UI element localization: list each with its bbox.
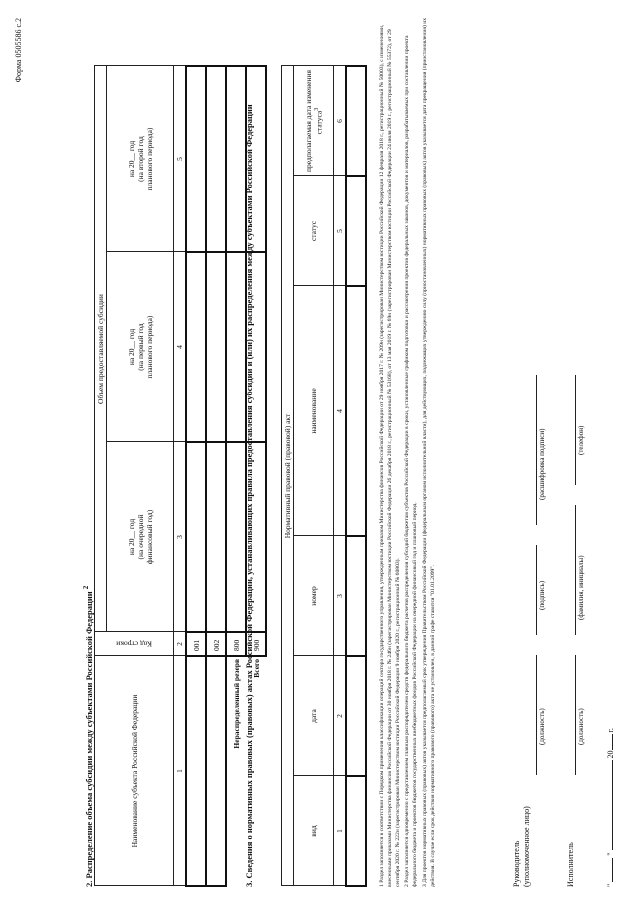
footnote-2: 2 Раздел заполняется одновременно с представлением главным распорядителем средств федерального бюджета расчетов распределения субсидий бюджетам субъектов Российской Федерации в сроки, установленные графиком подготовки и рассмотрения проектов федеральных законов, документов и материалов, разрабатываемых при составлении проекта федерального бюджета и проектов бюджетов государственных внебюджетных фондов Российской Федерации на очередной финансовый год и плановый период.: [404, 35, 419, 887]
section2-title: [82, 586, 94, 887]
date-suffix: г.: [606, 728, 615, 733]
row-code-cell: 002: [206, 632, 226, 656]
reserve-code: 800: [226, 632, 246, 656]
date-day-field[interactable]: [612, 858, 613, 882]
col-number: 2: [334, 656, 347, 776]
date-year-prefix: 20: [606, 750, 615, 759]
head-decoding-line[interactable]: [536, 375, 537, 525]
head-signature-caption: (подпись): [538, 580, 546, 610]
act-date-cell[interactable]: [346, 656, 366, 776]
header-act-number: номер: [294, 536, 334, 656]
col-number: 6: [334, 66, 347, 176]
total-label: Всего: [251, 659, 261, 678]
header-act-type: вид: [294, 776, 334, 886]
col-number: 3: [174, 442, 187, 632]
executor-position-caption: (должность): [577, 708, 585, 745]
reserve-year2-cell[interactable]: [226, 252, 246, 442]
executor-name-line[interactable]: [575, 505, 576, 635]
col-number: 5: [334, 176, 347, 286]
date-quote-close: ": [606, 852, 615, 856]
year1-value-cell[interactable]: [206, 442, 226, 632]
section2-title-footnote-ref: 2: [82, 585, 90, 590]
executor-name-caption: (фамилия, инициалы): [577, 555, 585, 620]
region-name-cell[interactable]: [186, 656, 206, 886]
table-row: [206, 66, 226, 886]
header-act-group: Нормативный правовой (правовой) акт: [282, 66, 294, 886]
header-act-status-date-text: предполагаемая дата изменения статуса: [303, 70, 324, 172]
footnote-3: 3 Для проектов нормативных правовых (правовых) актов указывается предполагаемый срок утверждения Правительством Российской Федерации (федеральным органом исполнительной власти), для действующих, подлежащих утверждению силу (приостановленных) нормативных правовых (правовых) актов указывается дата прекращения (приостановления) их действия. В случае если срок действия нормативного правового (правового) акта не установлен, в данной графе ставится "01.01.2099".: [421, 17, 436, 887]
date-quote-open: ": [606, 883, 615, 887]
year3-value-cell[interactable]: [206, 66, 226, 252]
col-number: 4: [334, 286, 347, 536]
header-act-date: дата: [294, 656, 334, 776]
footnotes: [378, 17, 438, 887]
reserve-row: [226, 66, 246, 886]
date-year-field[interactable]: [612, 734, 613, 750]
region-name-cell[interactable]: [206, 656, 226, 886]
year2-value-cell[interactable]: [186, 252, 206, 442]
section3-title: 3. Сведения о нормативных правовых (правовых) актах Российской Федерации, устанавливающих правила предоставления субсидии и (или) их распределения между субъектами Российской Федерации: [244, 104, 254, 887]
header-region-name: Наименование субъекта Российской Федерации: [95, 656, 174, 886]
executor-label: Исполнитель: [566, 842, 575, 887]
row-code-cell: 001: [186, 632, 206, 656]
act-title-cell[interactable]: [346, 286, 366, 536]
header-volume-group: Объем предоставляемой субсидии: [95, 66, 107, 632]
date-month-field[interactable]: [612, 760, 613, 850]
header-act-status-date: [294, 66, 334, 176]
act-type-cell[interactable]: [346, 776, 366, 886]
reserve-year3-cell[interactable]: [226, 66, 246, 252]
form-code: Форма 0505586 с.2: [14, 18, 23, 83]
col-number: 1: [174, 656, 187, 886]
year1-value-cell[interactable]: [186, 442, 206, 632]
executor-phone-caption: (телефон): [577, 425, 585, 455]
footnote-1: 1 Раздел заполняется в соответствии с Порядком применения классификации операций сектора государственного управления, утвержденным приказом Министерства финансов Российской Федерации от 29 ноября 2017 г. № 209н (зарегистрирован Министерством юстиции Российской Федерации 12 февраля 2018 г., регистрационный № 50003), с изменениями, внесенными приказами Министерства финансов Российской Федерации от 30 ноября 2018 г. № 246н (зарегистрирован Министерством юстиции Российской Федерации 26 декабря 2018 г., регистрационный № 53168), от 13 мая 2019 г. № 69н (зарегистрирован Министерством юстиции Российской Федерации 24 июля 2019 г., регистрационный № 55372), от 29 сентября 2020 г. № 222н (зарегистрирован Министерством юстиции Российской Федерации 9 ноября 2020 г., регистрационный № 60803).: [379, 24, 402, 887]
head-position-caption: (должность): [538, 708, 546, 745]
normative-acts-table: [281, 65, 367, 887]
reserve-year1-cell[interactable]: [226, 442, 246, 632]
executor-phone-line[interactable]: [575, 375, 576, 485]
reserve-label: Нераспределенный резерв: [232, 659, 241, 749]
header-year3: на 20__ год (на второй год планового периода): [107, 66, 174, 252]
total-code: 900: [246, 632, 266, 656]
act-status-date-cell[interactable]: [346, 66, 366, 176]
year2-value-cell[interactable]: [206, 252, 226, 442]
header-year2: на 20__ год (на первый год планового периода): [107, 252, 174, 442]
head-decoding-caption: (расшифровка подписи): [538, 428, 546, 500]
head-signature-label: Руководитель (уполномоченное лицо): [512, 806, 531, 887]
head-signature-line[interactable]: [536, 545, 537, 635]
year3-value-cell[interactable]: [186, 66, 206, 252]
section2-title-text: 2. Распределение объема субсидии между субъектами Российской Федерации: [83, 591, 94, 887]
act-number-cell[interactable]: [346, 536, 366, 656]
col-number: 3: [334, 536, 347, 656]
head-position-line[interactable]: [536, 655, 537, 775]
col-number: 2: [174, 632, 187, 656]
col-number: 4: [174, 252, 187, 442]
executor-position-line[interactable]: [575, 655, 576, 775]
table-row: [186, 66, 206, 886]
col-number: 5: [174, 66, 187, 252]
table-row: [346, 66, 366, 886]
status-date-footnote-ref: 3: [312, 107, 320, 111]
date-line: [606, 728, 615, 887]
subsidy-distribution-table: [94, 65, 267, 887]
header-row-code: Код строки: [95, 632, 174, 656]
col-number: 1: [334, 776, 347, 886]
header-act-title: наименование: [294, 286, 334, 536]
header-act-status: статус: [294, 176, 334, 286]
act-status-cell[interactable]: [346, 176, 366, 286]
header-year1: на 20__ год (на очередной финансовый год): [107, 442, 174, 632]
